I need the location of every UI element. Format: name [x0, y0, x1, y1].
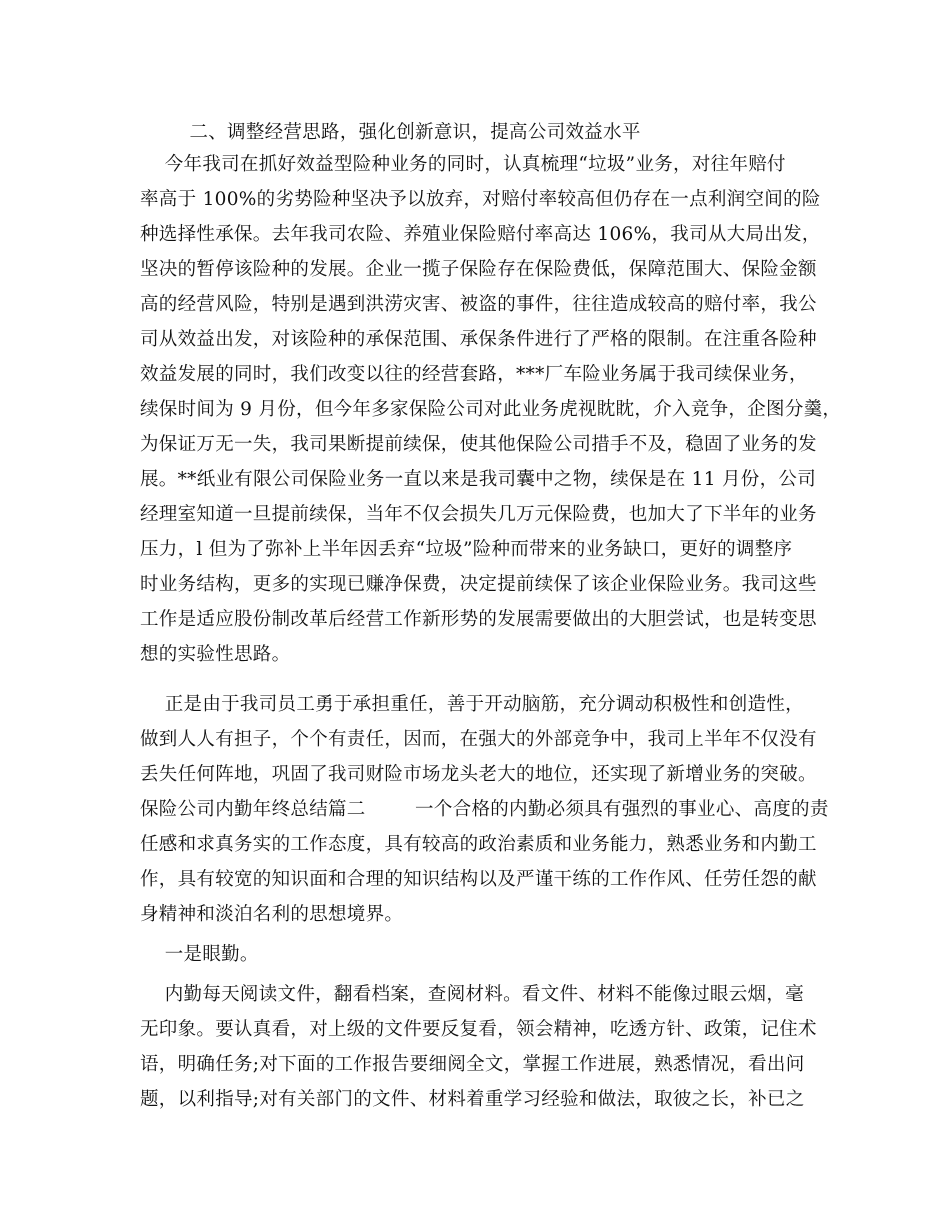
paragraph-line: 种选择性承保。去年我司农险、养殖业保险赔付率高达 106%，我司从大局出发，: [140, 224, 821, 245]
section-heading: 二、调整经营思路，强化创新意识，提高公司效益水平: [140, 122, 641, 143]
paragraph-line: 压力，l 但为了弥补上半年因丢弃“垃圾”险种而带来的业务缺口，更好的调整序: [140, 539, 793, 560]
paragraph-line: 内勤每天阅读文件，翻看档案，查阅材料。看文件、材料不能像过眼云烟，毫: [140, 984, 804, 1005]
paragraph-line: 高的经营风险，特别是遇到洪涝灾害、被盗的事件，往往造成较高的赔付率，我公: [140, 294, 817, 315]
paragraph-line: 为保证万无一失，我司果断提前续保，使其他保险公司措手不及，稳固了业务的发: [140, 434, 817, 455]
paragraph-line: 正是由于我司员工勇于承担重任，善于开动脑筋，充分调动积极性和创造性，: [140, 694, 804, 715]
paragraph-line: 今年我司在抓好效益型险种业务的同时，认真梳理“垃圾”业务，对往年赔付: [140, 154, 786, 175]
paragraph-line: 时业务结构，更多的实现已赚净保费，决定提前续保了该企业保险业务。我司这些: [140, 574, 817, 595]
paragraph-line: 效益发展的同时，我们改变以往的经营套路，***厂车险业务属于我司续保业务，: [140, 364, 808, 385]
paragraph-line: 想的实验性思路。: [140, 644, 291, 665]
paragraph-line: 做到人人有担子，个个有责任，因而，在强大的外部竞争中，我司上半年不仅没有: [140, 729, 817, 750]
paragraph-line: 坚决的暂停该险种的发展。企业一揽子保险存在保险费低，保障范围大、保险金额: [140, 259, 817, 280]
paragraph-line: 展。**纸业有限公司保险业务一直以来是我司囊中之物，续保是在 11 月份，公司: [140, 469, 817, 490]
paragraph-line: 语，明确任务;对下面的工作报告要细阅全文，掌握工作进展，熟悉情况，看出问: [140, 1054, 805, 1075]
paragraph-line: 工作是适应股份制改革后经营工作新形势的发展需要做出的大胆尝试，也是转变思: [140, 609, 817, 630]
paragraph-line: 任感和求真务实的工作态度，具有较高的政治素质和业务能力，熟悉业务和内勤工: [140, 834, 817, 855]
paragraph-line: 司从效益出发，对该险种的承保范围、承保条件进行了严格的限制。在注重各险种: [140, 329, 817, 350]
paragraph-line: 无印象。要认真看，对上级的文件要反复看，领会精神，吃透方针、政策，记住术: [140, 1019, 817, 1040]
paragraph-line: 题，以利指导;对有关部门的文件、材料着重学习经验和做法，取彼之长，补已之: [140, 1089, 805, 1110]
paragraph-line: 经理室知道一旦提前续保，当年不仅会损失几万元保险费，也加大了下半年的业务: [140, 504, 817, 525]
section-title-line: 保险公司内勤年终总结篇二 一个合格的内勤必须具有强烈的事业心、高度的责: [140, 799, 829, 820]
subheading-line: 一是眼勤。: [140, 944, 259, 965]
paragraph-line: 续保时间为 9 月份，但今年多家保险公司对此业务虎视眈眈，介入竞争，企图分羹，: [140, 399, 842, 420]
paragraph-line: 率高于 100%的劣势险种坚决予以放弃，对赔付率较高但仍存在一点利润空间的险: [140, 189, 821, 210]
paragraph-line: 身精神和淡泊名利的思想境界。: [140, 904, 404, 925]
paragraph-line: 丢失任何阵地，巩固了我司财险市场龙头老大的地位，还实现了新增业务的突破。: [140, 764, 817, 785]
paragraph-line: 作，具有较宽的知识面和合理的知识结构以及严谨干练的工作作风、任劳任怨的献: [140, 869, 817, 890]
